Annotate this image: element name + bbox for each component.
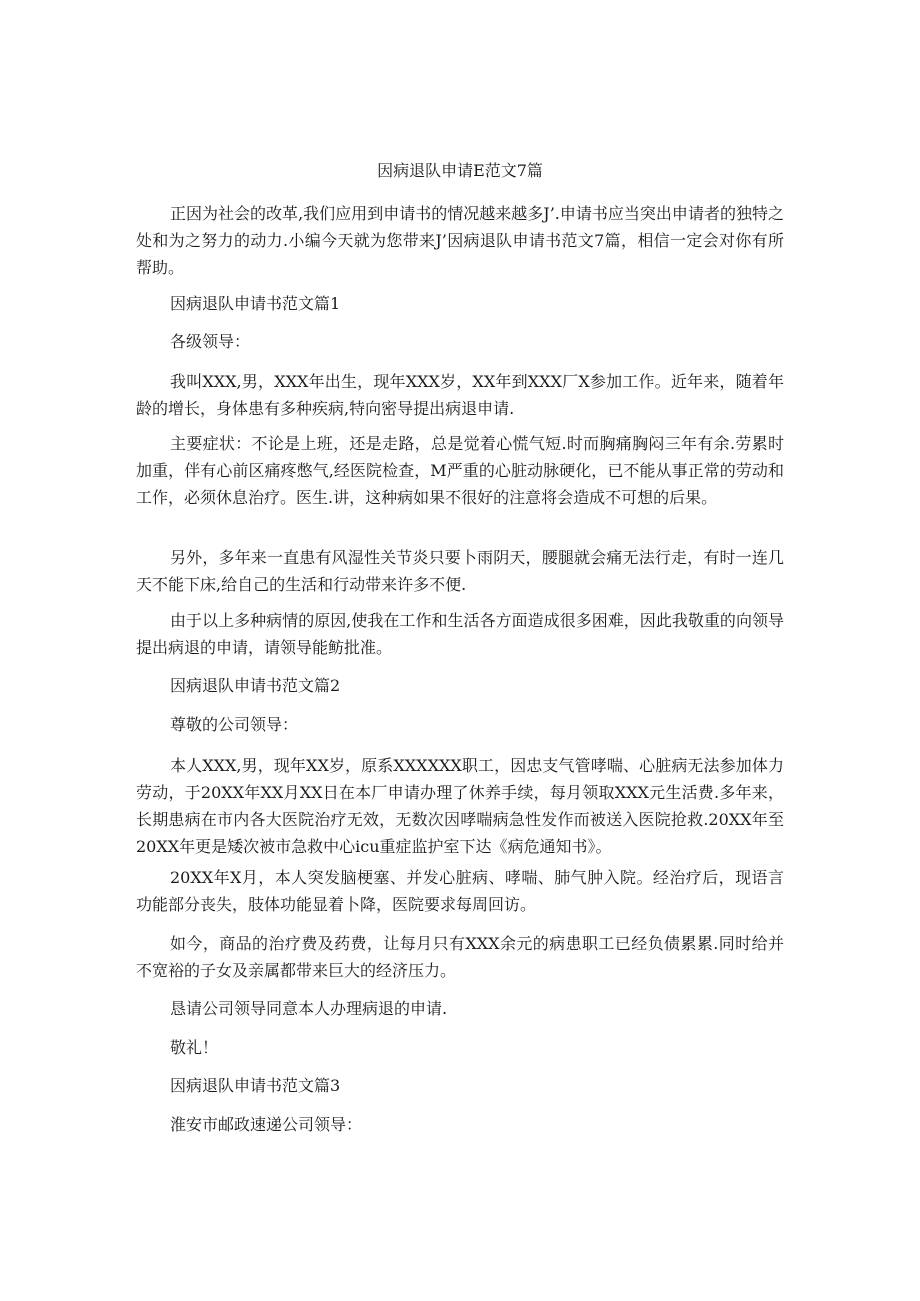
article-2-paragraph-1: 本人XXX,男，现年XX岁，原系XXXXXX职工，因忠支气管哮喘、心脏病无法参加体力劳动，于20XX年XX月XX日在本厂申请办理了休养手续，每月领取XXX元生活费.多年来，长期患病在市内各大医院治疗无效，无数次因哮喘病急性发作而被送入医院抢救.20XX年至20XX年更是矮次被市急救中心icu重症监护室下达《病危通知书》。 <box>136 756 784 856</box>
article-2-salutation: 尊敬的公司领导： <box>170 715 299 734</box>
article-1-paragraph-2: 主要症状：不论是上班，还是走路，总是觉着心慌气短.时而胸痛胸闷三年有余.劳累时加重，伴有心前区痛疼憋气,经医院检查，M严重的心脏动脉硬化，已不能从事正常的劳动和工作，必须休息治疗。医生.讲，这种病如果不很好的注意将会造成不可想的后果。 <box>136 434 784 507</box>
intro-paragraph: 正因为社会的改革,我们应用到申请书的情况越来越多J’.申请书应当突出申请者的独特之处和为之努力的动力.小编今天就为您带来J’因病退队申请书范文7篇，相信一定会对你有所帮助。 <box>136 204 784 277</box>
article-2-heading: 因病退队申请书范文篇2 <box>170 676 341 695</box>
article-1-paragraph-1: 我叫XXX,男，XXX年出生，现年XXX岁，XX年到XXX厂X参加工作。近年来，随着年龄的增长，身体患有多种疾病,特向密导提出病退申请. <box>136 372 784 418</box>
article-3-heading: 因病退队申请书范文篇3 <box>170 1076 341 1095</box>
article-1-heading: 因病退队申请书范文篇1 <box>170 294 341 313</box>
document-title: 因病退队申请E范文7篇 <box>377 161 543 180</box>
article-2-closing: 敬礼！ <box>170 1038 219 1057</box>
article-1-paragraph-4: 由于以上多种病情的原因,使我在工作和生活各方面造成很多困难，因此我敬重的向领导提出病退的申请，请领导能鲂批准。 <box>136 611 784 657</box>
article-1-salutation: 各级领导： <box>170 332 251 351</box>
article-2-paragraph-4: 恳请公司领导同意本人办理病退的申请. <box>170 999 448 1018</box>
article-2-paragraph-2: 20XX年X月，本人突发脑梗塞、并发心脏病、哮喘、肺气肿入院。经治疗后，现语言功能部分丧失，肢体功能显着卜降，医院要求每周回访。 <box>136 868 784 914</box>
article-1-paragraph-3: 另外，多年来一直患有风湿性关节炎只要卜雨阴天，腰腿就会痛无法行走，有时一连几天不能下床,给自己的生活和行动带来许多不便. <box>136 548 784 594</box>
article-3-salutation: 淮安市邮政速递公司领导： <box>170 1115 363 1134</box>
article-2-paragraph-3: 如今，商品的治疗费及药费，让每月只有XXX余元的病患职工已经负债累累.同时给并不宽裕的子女及亲属都带来巨大的经济压力。 <box>136 934 784 980</box>
